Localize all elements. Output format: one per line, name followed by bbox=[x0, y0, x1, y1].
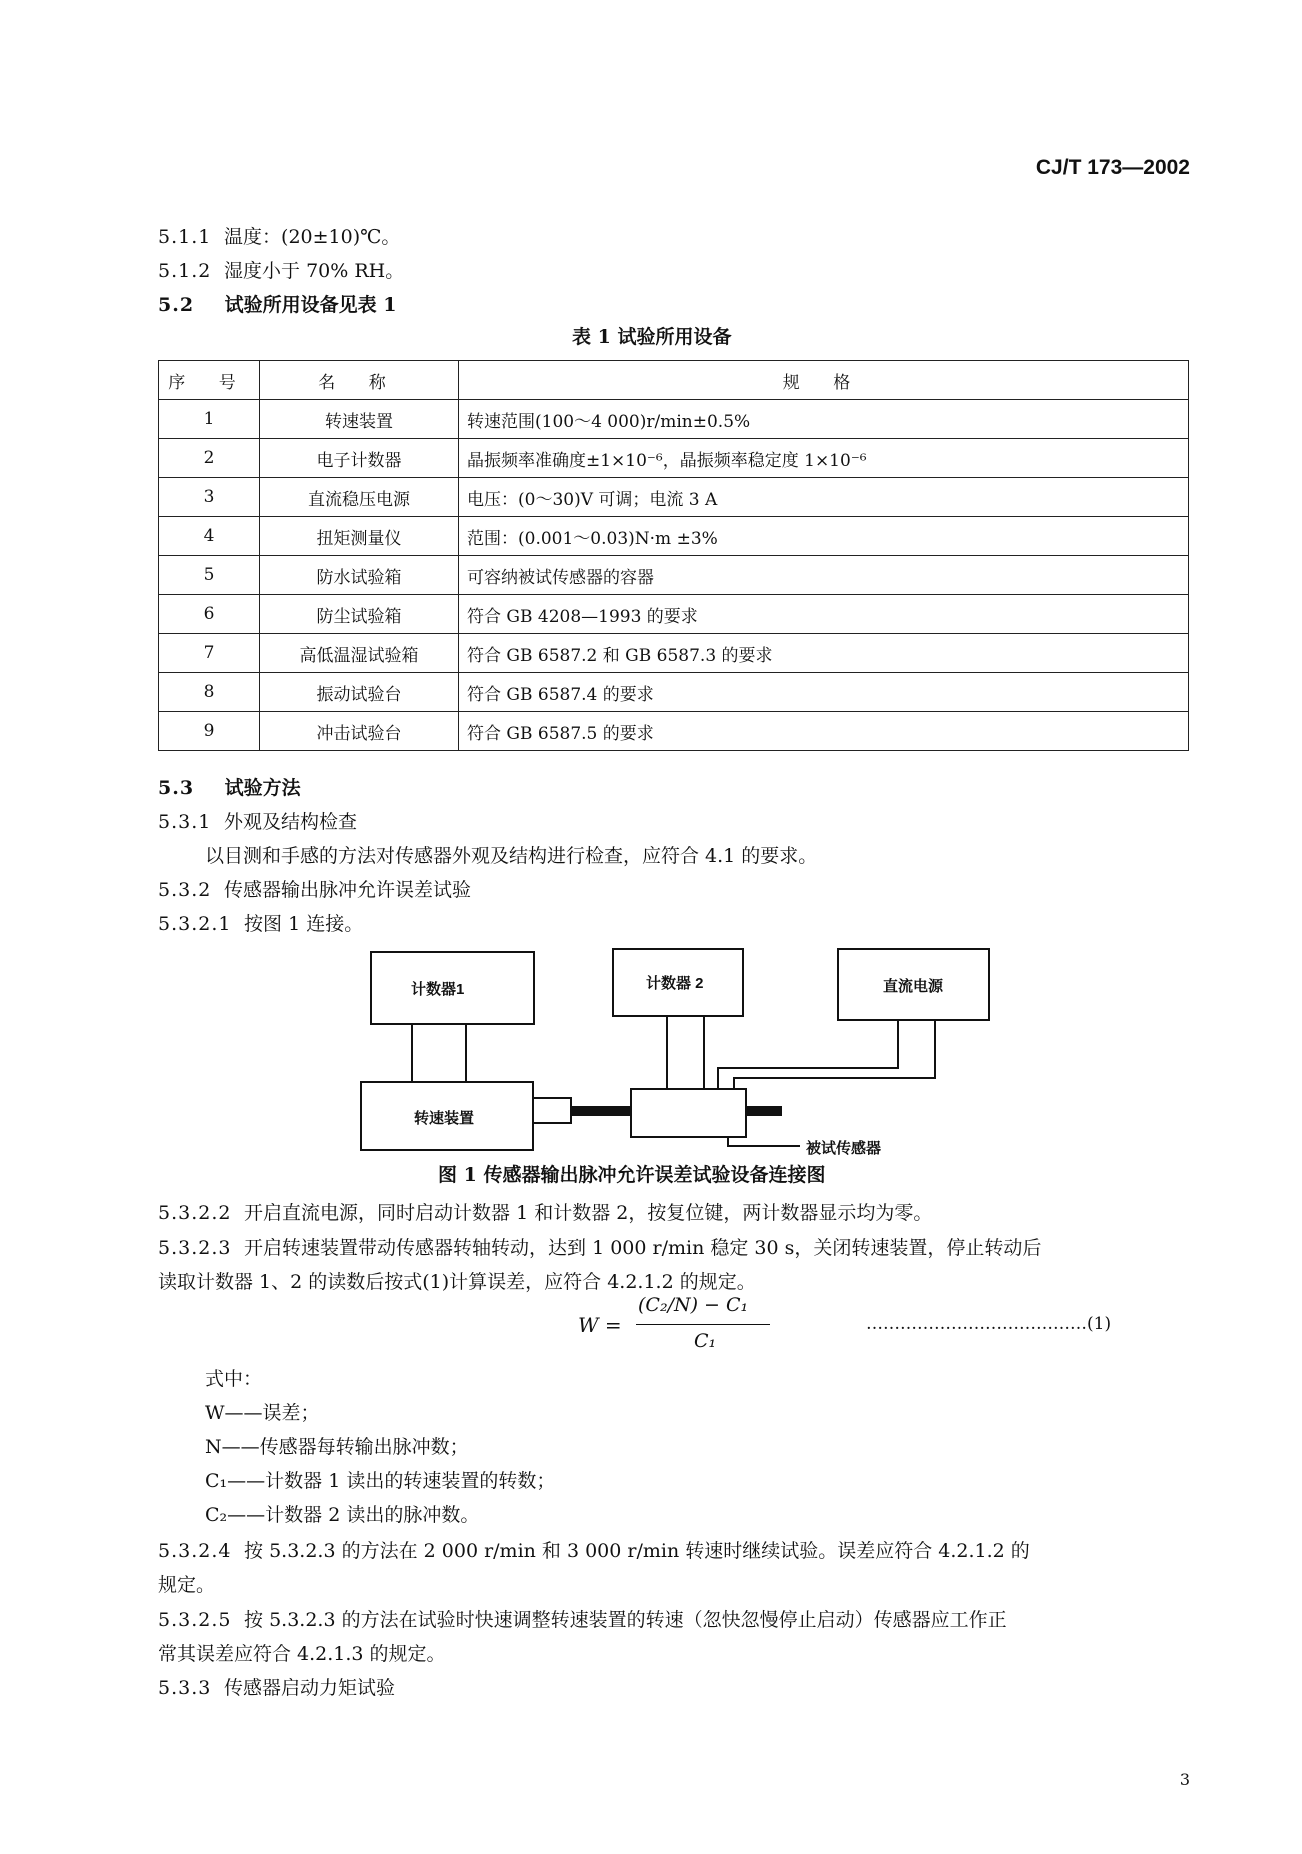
power-label: 直流电源 bbox=[883, 978, 944, 995]
section-text: 试验方法 bbox=[224, 777, 301, 799]
section-text: 传感器启动力矩试验 bbox=[224, 1677, 396, 1699]
table-cell: 电子计数器 bbox=[260, 439, 459, 478]
table-cell: 直流稳压电源 bbox=[260, 478, 459, 517]
section-5-3-2-4 bbox=[158, 1536, 1030, 1563]
section-number: 5.3.1 bbox=[158, 811, 212, 833]
figure-caption: 图 1 传感器输出脉冲允许误差试验设备连接图 bbox=[438, 1164, 826, 1186]
where-item: C₂——计数器 2 读出的脉冲数。 bbox=[205, 1504, 480, 1526]
paragraph-5-3-1: 以目测和手感的方法对传感器外观及结构进行检查，应符合 4.1 的要求。 bbox=[205, 845, 818, 867]
table-cell: 5 bbox=[159, 556, 260, 595]
where-item: C₁——计数器 1 读出的转速装置的转数； bbox=[205, 1470, 556, 1492]
section-number: 5.3.2.3 bbox=[158, 1237, 232, 1259]
section-5-3-2-5 bbox=[158, 1605, 1007, 1632]
table-cell: 高低温湿试验箱 bbox=[260, 634, 459, 673]
section-text: 开启转速装置带动传感器转轴转动，达到 1 000 r/min 稳定 30 s，关闭转速装置，停止转动后 bbox=[244, 1237, 1042, 1259]
counter2-label: 计数器 2 bbox=[646, 975, 704, 992]
section-text: 湿度小于 70% RH。 bbox=[224, 260, 405, 282]
section-5-3-2-3-cont: 读取计数器 1、2 的读数后按式(1)计算误差，应符合 4.2.1.2 的规定。 bbox=[158, 1271, 756, 1293]
header-index: 序 号 bbox=[159, 361, 260, 400]
table-cell: 晶振频率准确度±1×10⁻⁶，晶振频率稳定度 1×10⁻⁶ bbox=[459, 439, 1189, 478]
table-cell: 6 bbox=[159, 595, 260, 634]
section-number: 5.3.3 bbox=[158, 1677, 212, 1699]
table-cell: 4 bbox=[159, 517, 260, 556]
table-cell: 符合 GB 6587.2 和 GB 6587.3 的要求 bbox=[459, 634, 1189, 673]
section-text: 温度：(20±10)℃。 bbox=[224, 226, 401, 248]
formula-numerator: (C₂/N) − C₁ bbox=[638, 1294, 749, 1316]
section-text: 按 5.3.2.3 的方法在试验时快速调整转速装置的转速（忽快忽慢停止启动）传感器应工作正 bbox=[244, 1609, 1007, 1631]
fraction-bar bbox=[636, 1324, 770, 1325]
section-number: 5.3.2.4 bbox=[158, 1540, 232, 1562]
table-cell: 转速范围(100～4 000)r/min±0.5% bbox=[459, 400, 1189, 439]
section-text: 传感器输出脉冲允许误差试验 bbox=[224, 879, 472, 901]
table-cell: 符合 GB 4208—1993 的要求 bbox=[459, 595, 1189, 634]
speed-device-label: 转速装置 bbox=[414, 1110, 475, 1127]
sensor-box bbox=[631, 1089, 746, 1137]
table-cell: 扭矩测量仪 bbox=[260, 517, 459, 556]
formula-lhs: W = bbox=[578, 1313, 622, 1337]
header-name: 名 称 bbox=[260, 361, 459, 400]
section-number: 5.3.2.2 bbox=[158, 1202, 232, 1224]
table-cell: 符合 GB 6587.4 的要求 bbox=[459, 673, 1189, 712]
section-number: 5.3 bbox=[158, 777, 195, 799]
table-caption: 表 1 试验所用设备 bbox=[572, 326, 732, 348]
table-cell: 1 bbox=[159, 400, 260, 439]
section-number: 5.1.2 bbox=[158, 260, 212, 282]
section-number: 5.3.2 bbox=[158, 879, 212, 901]
section-number: 5.1.1 bbox=[158, 226, 212, 248]
section-text: 外观及结构检查 bbox=[224, 811, 358, 833]
table-cell: 可容纳被试传感器的容器 bbox=[459, 556, 1189, 595]
section-text: 按图 1 连接。 bbox=[244, 913, 364, 935]
table-cell: 振动试验台 bbox=[260, 673, 459, 712]
table-cell: 8 bbox=[159, 673, 260, 712]
section-5-3-3 bbox=[158, 1673, 395, 1700]
counter1-label: 计数器1 bbox=[411, 981, 465, 998]
section-number: 5.3.2.1 bbox=[158, 913, 232, 935]
section-text: 按 5.3.2.3 的方法在 2 000 r/min 和 3 000 r/min 转速时继续试验。误差应符合 4.2.1.2 的 bbox=[244, 1540, 1030, 1562]
table-cell: 转速装置 bbox=[260, 400, 459, 439]
section-5-3-2-4-cont: 规定。 bbox=[158, 1574, 216, 1596]
section-5-3-2-2 bbox=[158, 1198, 932, 1225]
section-text: 开启直流电源，同时启动计数器 1 和计数器 2，按复位键，两计数器显示均为零。 bbox=[244, 1202, 933, 1224]
where-item: N——传感器每转输出脉冲数； bbox=[205, 1436, 469, 1458]
table-cell: 防尘试验箱 bbox=[260, 595, 459, 634]
table-cell: 3 bbox=[159, 478, 260, 517]
header-spec: 规 格 bbox=[459, 361, 1189, 400]
page-number: 3 bbox=[1179, 1770, 1190, 1789]
table-cell: 电压：(0～30)V 可调；电流 3 A bbox=[459, 478, 1189, 517]
section-5-3-2-5-cont: 常其误差应符合 4.2.1.3 的规定。 bbox=[158, 1643, 446, 1665]
section-number: 5.2 bbox=[158, 294, 195, 316]
formula-tag: …………………………………(1) bbox=[866, 1314, 1112, 1334]
formula-denominator: C₁ bbox=[694, 1330, 717, 1352]
where-intro: 式中： bbox=[205, 1368, 263, 1390]
table-cell: 防水试验箱 bbox=[260, 556, 459, 595]
sensor-label: 被试传感器 bbox=[806, 1140, 882, 1157]
table-cell: 范围：(0.001～0.03)N·m ±3% bbox=[459, 517, 1189, 556]
document-code: CJ/T 173—2002 bbox=[1035, 156, 1190, 179]
table-cell: 冲击试验台 bbox=[260, 712, 459, 751]
section-text: 试验所用设备见表 1 bbox=[224, 294, 397, 316]
table-cell: 9 bbox=[159, 712, 260, 751]
section-number: 5.3.2.5 bbox=[158, 1609, 232, 1631]
section-5-3-2-3 bbox=[158, 1233, 1041, 1260]
where-item: W——误差； bbox=[205, 1402, 320, 1424]
table-cell: 2 bbox=[159, 439, 260, 478]
table-cell: 7 bbox=[159, 634, 260, 673]
table-cell: 符合 GB 6587.5 的要求 bbox=[459, 712, 1189, 751]
